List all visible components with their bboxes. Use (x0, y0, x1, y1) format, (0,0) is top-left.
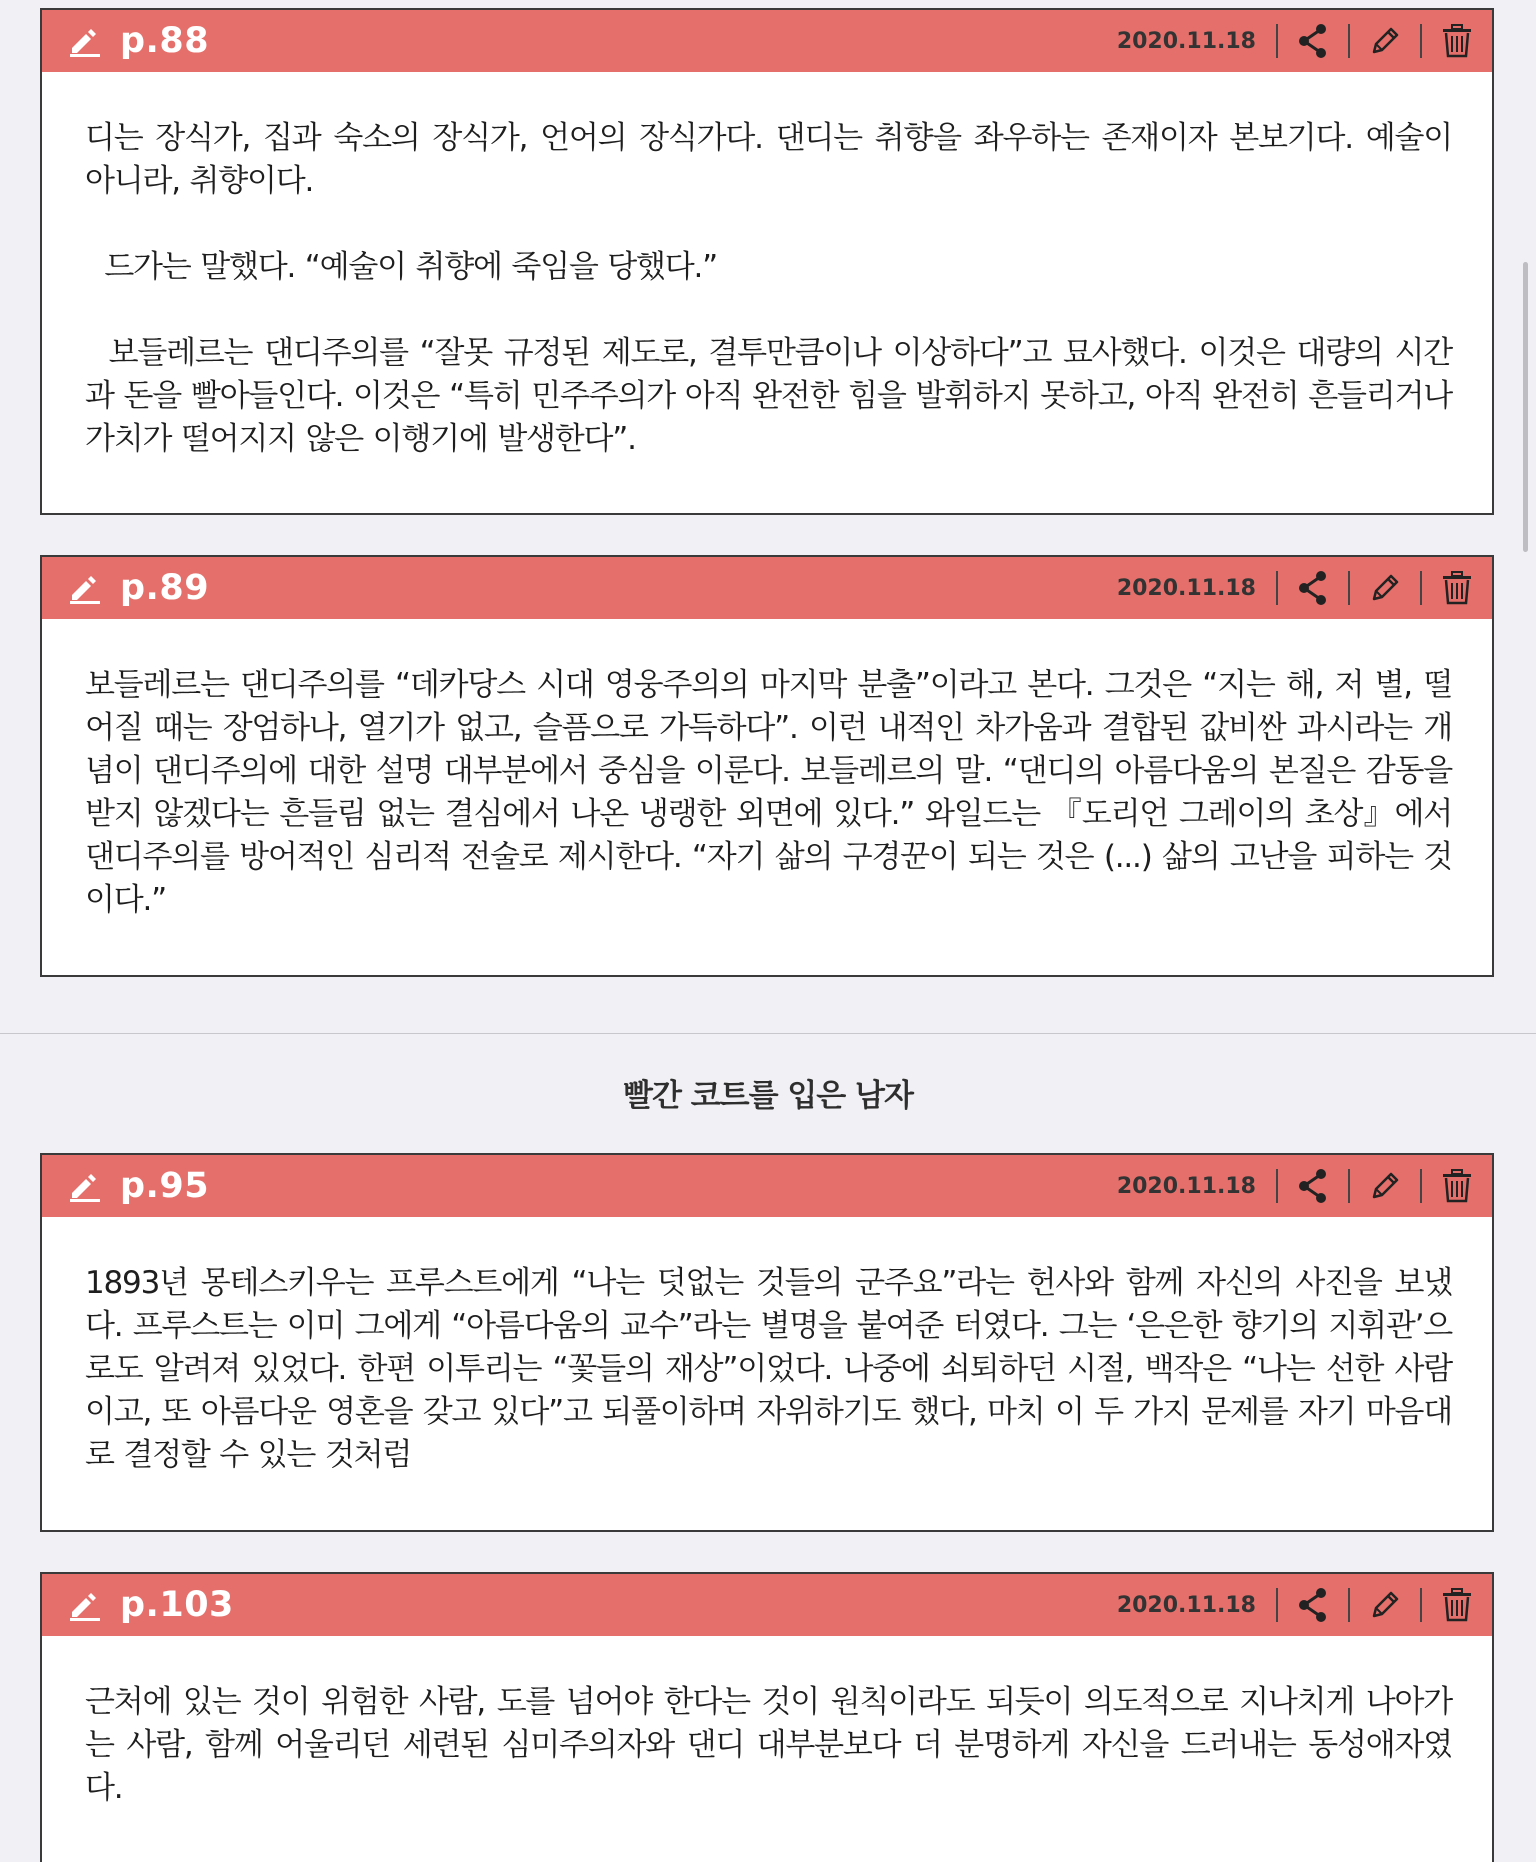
share-button[interactable] (1278, 1574, 1348, 1636)
pencil-underline-icon (68, 1588, 102, 1622)
pencil-underline-icon (68, 1169, 102, 1203)
delete-button[interactable] (1422, 10, 1492, 72)
note-card (40, 555, 1494, 977)
note-date: 2020.11.18 (1116, 1592, 1256, 1618)
delete-button[interactable] (1422, 557, 1492, 619)
share-icon (1296, 1168, 1330, 1204)
note-card (40, 1153, 1494, 1532)
note-body (42, 1217, 1492, 1515)
edit-button[interactable] (1350, 557, 1420, 619)
share-icon (1296, 23, 1330, 59)
note-header (42, 557, 1492, 619)
pencil-underline-icon (68, 24, 102, 58)
note-date: 2020.11.18 (1116, 28, 1256, 54)
edit-button[interactable] (1350, 1155, 1420, 1217)
share-icon (1296, 1587, 1330, 1623)
delete-button[interactable] (1422, 1155, 1492, 1217)
note-paragraph: 1893년 몽테스키우는 프루스트에게 “나는 덧없는 것들의 군주요”라는 헌사와 함께 자신의 사진을 보냈다. 프루스트는 이미 그에게 “아름다움의 교수”라는 별명을 붙여준 터였다. 그는 ‘은은한 향기의 지휘관’으로도 알려져 있었다. 한편 이투리는 “꽃들의 재상”이었다. 나중에 쇠퇴하던 시절, 백작은 “나는 선한 사람이고, 또 아름다운 영혼을 갖고 있다”고 되풀이하며 자위하기도 했다, 마치 이 두 가지 문제를 자기 마음대로 결정할 수 있는 것처럼 (85, 1265, 1452, 1473)
note-paragraph: 디는 장식가, 집과 숙소의 장식가, 언어의 장식가다. 댄디는 취향을 좌우하는 존재이자 본보기다. 예술이 아니라, 취향이다. (85, 120, 1462, 199)
note-card (40, 8, 1494, 515)
note-header (42, 10, 1492, 72)
note-header (42, 1155, 1492, 1217)
pencil-underline-icon (68, 571, 102, 605)
share-icon (1296, 570, 1330, 606)
chapter-title: 빨간 코트를 입은 남자 (623, 1078, 913, 1114)
trash-icon (1440, 1168, 1474, 1204)
scrollbar-thumb[interactable] (1523, 262, 1528, 552)
page-number: p.88 (120, 21, 210, 61)
note-paragraph: 드가는 말했다. “예술이 취향에 죽임을 당했다.” (85, 249, 718, 285)
note-paragraph: 보들레르는 댄디주의를 “잘못 규정된 제도로, 결투만큼이나 이상하다”고 묘사했다. 이것은 대량의 시간과 돈을 빨아들인다. 이것은 “특히 민주주의가 아직 완전한 힘을 발휘하지 못하고, 아직 완전히 흔들리거나 가치가 떨어지지 않은 이행기에 발생한다”. (85, 335, 1462, 457)
page-number: p.103 (120, 1585, 234, 1625)
note-date: 2020.11.18 (1116, 575, 1256, 601)
edit-button[interactable] (1350, 10, 1420, 72)
delete-button[interactable] (1422, 1574, 1492, 1636)
note-body (42, 1636, 1492, 1848)
note-paragraph: 보들레르는 댄디주의를 “데카당스 시대 영웅주의의 마지막 분출”이라고 본다. 그것은 “지는 해, 저 별, 떨어질 때는 장엄하나, 열기가 없고, 슬픔으로 가득하다”. 이런 내적인 차가움과 결합된 값비싼 과시라는 개념이 댄디주의에 대한 설명 대부분에서 중심을 이룬다. 보들레르의 말. “댄디의 아름다움의 본질은 감동을 받지 않겠다는 흔들림 없는 결심에서 나온 냉랭한 외면에 있다.” 와일드는 『도리언 그레이의 초상』에서 댄디주의를 방어적인 심리적 전술로 제시한다. “자기 삶의 구경꾼이 되는 것은 (...) 삶의 고난을 피하는 것이다.” (85, 667, 1462, 918)
trash-icon (1440, 23, 1474, 59)
section-divider (0, 1033, 1536, 1034)
note-body (42, 619, 1492, 960)
trash-icon (1440, 1587, 1474, 1623)
trash-icon (1440, 570, 1474, 606)
note-body (42, 72, 1492, 499)
edit-pencil-icon (1368, 1169, 1402, 1203)
edit-button[interactable] (1350, 1574, 1420, 1636)
note-date: 2020.11.18 (1116, 1173, 1256, 1199)
edit-pencil-icon (1368, 1588, 1402, 1622)
note-header (42, 1574, 1492, 1636)
note-paragraph: 근처에 있는 것이 위험한 사람, 도를 넘어야 한다는 것이 원칙이라도 되듯이 의도적으로 지나치게 나아가는 사람, 함께 어울리던 세련된 심미주의자와 댄디 대부분보다 더 분명하게 자신을 드러내는 동성애자였다. (85, 1684, 1452, 1806)
page-number: p.89 (120, 568, 210, 608)
share-button[interactable] (1278, 10, 1348, 72)
share-button[interactable] (1278, 1155, 1348, 1217)
note-card (40, 1572, 1494, 1862)
edit-pencil-icon (1368, 571, 1402, 605)
share-button[interactable] (1278, 557, 1348, 619)
edit-pencil-icon (1368, 24, 1402, 58)
page-number: p.95 (120, 1166, 210, 1206)
